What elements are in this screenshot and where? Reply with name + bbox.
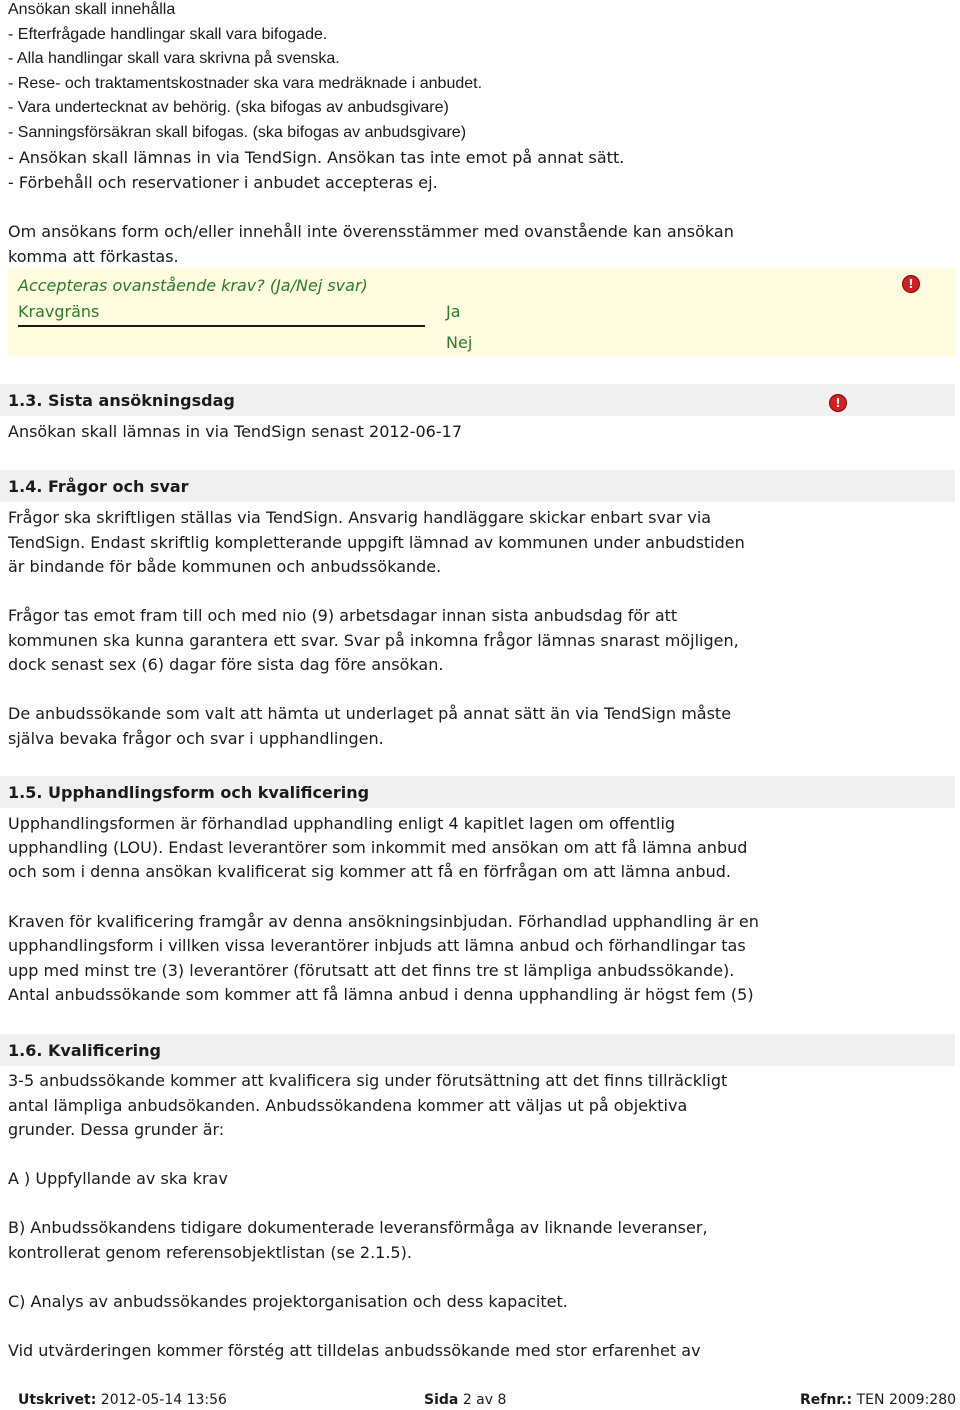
paragraph-line: upphandling (LOU). Endast leverantörer som inkommit med ansökan om att få lämna anbud: [8, 838, 748, 857]
paragraph-line: grunder. Dessa grunder är:: [8, 1120, 225, 1139]
paragraph-line: 3-5 anbudssökande kommer att kvalificera sig under förutsättning att det finns tillräckligt: [8, 1071, 728, 1090]
option-yes[interactable]: Ja: [446, 302, 461, 321]
paragraph-line: antal lämpliga anbudsökanden. Anbudssökandena kommer att väljas ut på objektiva: [8, 1096, 688, 1115]
section-title-1-3: 1.3. Sista ansökningsdag: [8, 391, 235, 410]
form-warning-text: Om ansökans form och/eller innehåll inte överensstämmer med ovanstående kan ansökan: [8, 222, 734, 241]
intro-line: - Alla handlingar skall vara skrivna på svenska.: [8, 50, 340, 67]
intro-heading: Ansökan skall innehålla: [8, 1, 176, 18]
paragraph-line: upphandlingsform i villken vissa leverantörer inbjuds att lämna anbud och förhandlingar tas: [8, 936, 746, 955]
footer-ref: Refnr.: TEN 2009:280: [800, 1392, 957, 1408]
paragraph-line: Vid utvärderingen kommer förstég att tilldelas anbudssökande med stor erfarenhet av: [8, 1341, 701, 1360]
section-title-1-6: 1.6. Kvalificering: [8, 1041, 161, 1060]
footer-page: Sida 2 av 8: [424, 1392, 507, 1408]
answer-line: [18, 325, 425, 327]
paragraph-line: och som i denna ansökan kvalificerat sig kommer att få en förfrågan om att lämna anbud.: [8, 862, 731, 881]
intro-line: - Förbehåll och reservationer i anbudet accepteras ej.: [8, 173, 438, 192]
paragraph-line: upp med minst tre (3) leverantörer (förutsatt att det finns tre st lämpliga anbudssökande).: [8, 961, 735, 980]
section-title-1-5: 1.5. Upphandlingsform och kvalificering: [8, 783, 370, 802]
option-no[interactable]: Nej: [446, 333, 473, 352]
paragraph-line: De anbudssökande som valt att hämta ut underlaget på annat sätt än via TendSign måste: [8, 704, 732, 723]
intro-line: - Sanningsförsäkran skall bifogas. (ska bifogas av anbudsgivare): [8, 124, 467, 141]
paragraph-line: är bindande för både kommunen och anbudssökande.: [8, 557, 442, 576]
deadline-text: Ansökan skall lämnas in via TendSign senast 2012-06-17: [8, 422, 462, 441]
section-title-1-4: 1.4. Frågor och svar: [8, 477, 189, 496]
criterion-b: kontrollerat genom referensobjektlistan (se 2.1.5).: [8, 1243, 412, 1262]
intro-line: - Rese- och traktamentskostnader ska vara medräknade i anbudet.: [8, 75, 483, 92]
paragraph-line: själva bevaka frågor och svar i upphandlingen.: [8, 729, 384, 748]
paragraph-line: dock senast sex (6) dagar före sista dag före ansökan.: [8, 655, 444, 674]
requirement-question: Accepteras ovanstående krav? (Ja/Nej svar): [18, 276, 368, 295]
intro-line: - Ansökan skall lämnas in via TendSign. Ansökan tas inte emot på annat sätt.: [8, 148, 625, 167]
paragraph-line: Upphandlingsformen är förhandlad upphandling enligt 4 kapitlet lagen om offentlig: [8, 814, 676, 833]
requirement-label: Kravgräns: [18, 302, 100, 321]
paragraph-line: Frågor ska skriftligen ställas via TendSign. Ansvarig handläggare skickar enbart svar via: [8, 508, 712, 527]
criterion-a: A ) Uppfyllande av ska krav: [8, 1169, 228, 1188]
warning-icon: !: [830, 395, 846, 411]
paragraph-line: Frågor tas emot fram till och med nio (9) arbetsdagar innan sista anbudsdag för att: [8, 606, 678, 625]
intro-line: - Vara undertecknat av behörig. (ska bifogas av anbudsgivare): [8, 99, 449, 116]
paragraph-line: kommunen ska kunna garantera ett svar. Svar på inkomna frågor lämnas snarast möjligen,: [8, 631, 739, 650]
paragraph-line: Antal anbudssökande som kommer att få lämna anbud i denna upphandling är högst fem (5): [8, 985, 754, 1004]
criterion-b: B) Anbudssökandens tidigare dokumenterade leveransförmåga av liknande leveranser,: [8, 1218, 708, 1237]
criterion-c: C) Analys av anbudssökandes projektorganisation och dess kapacitet.: [8, 1292, 568, 1311]
paragraph-line: TendSign. Endast skriftlig kompletterande uppgift lämnad av kommunen under anbudstiden: [8, 533, 745, 552]
paragraph-line: Kraven för kvalificering framgår av denna ansökningsinbjudan. Förhandlad upphandling är en: [8, 912, 759, 931]
intro-line: - Efterfrågade handlingar skall vara bifogade.: [8, 26, 328, 43]
form-warning-text: komma att förkastas.: [8, 247, 179, 266]
footer-printed: Utskrivet: 2012-05-14 13:56: [18, 1392, 227, 1408]
warning-icon: !: [903, 276, 919, 292]
